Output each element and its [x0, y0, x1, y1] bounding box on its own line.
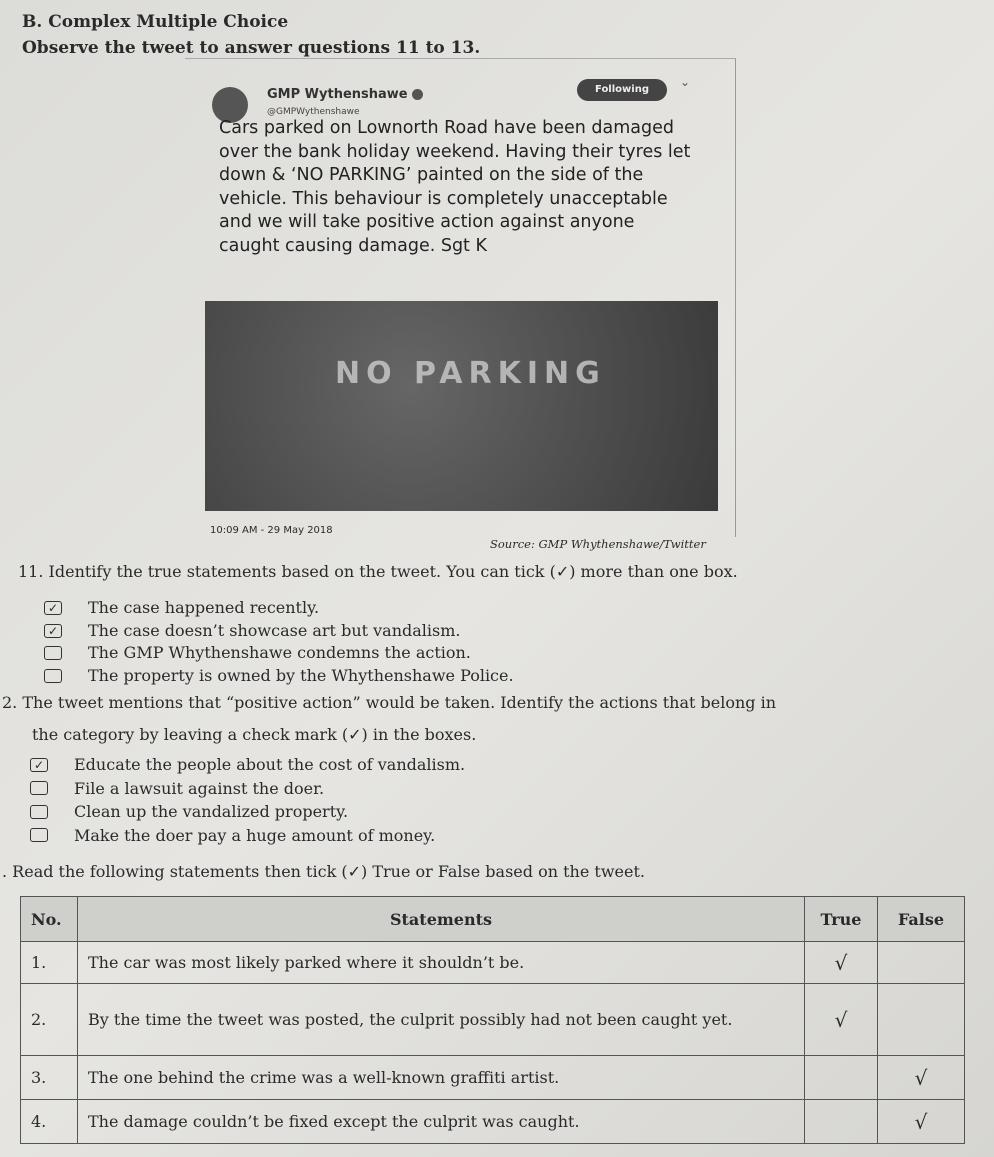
q12-option [30, 824, 465, 848]
checkbox[interactable] [30, 828, 48, 842]
following-button[interactable]: Following [577, 79, 667, 101]
option-label: The case doesn’t showcase art but vandalism. [88, 620, 461, 640]
q11-option [44, 620, 514, 643]
true-cell[interactable]: √ [805, 942, 878, 984]
q12-options [30, 753, 465, 847]
tweet-image [205, 301, 718, 511]
checkbox[interactable]: ✓ [44, 601, 62, 615]
q11-question: 11. Identify the true statements based on the tweet. You can tick (✓) more than one box. [18, 562, 738, 581]
checkbox[interactable]: ✓ [30, 758, 48, 772]
tweet-text: Cars parked on Lownorth Road have been damaged over the bank holiday weekend. Having their tyres let down & ‘NO PARKING’ painted on the side of the vehicle. This behaviour is completely unacceptable and we will take positive action against anyone caught causing damage. Sgt K [219, 118, 691, 256]
checkbox[interactable] [30, 805, 48, 819]
true-false-table [20, 896, 965, 1144]
option-label: Educate the people about the cost of vandalism. [74, 755, 466, 774]
option-label: File a lawsuit against the doer. [74, 778, 325, 798]
q12-option [30, 753, 465, 777]
tweet-author [267, 87, 423, 102]
checkbox[interactable]: ✓ [44, 624, 62, 638]
row-no: 1. [21, 942, 78, 984]
q12-question-line1: 2. The tweet mentions that “positive action” would be taken. Identify the actions that belong in [2, 693, 777, 712]
row-no: 3. [21, 1056, 78, 1100]
q12-option [30, 800, 465, 824]
row-statement: The damage couldn’t be fixed except the culprit was caught. [78, 1100, 805, 1144]
table-row [21, 984, 965, 1056]
option-label: The property is owned by the Whythenshawe Police. [88, 665, 514, 685]
verified-icon [412, 89, 423, 100]
checkbox[interactable] [44, 646, 62, 660]
checkbox[interactable] [44, 669, 62, 683]
option-label: Make the doer pay a huge amount of money. [74, 825, 436, 845]
source-caption: Source: GMP Whythenshawe/Twitter [490, 537, 706, 551]
section-title: B. Complex Multiple Choice [22, 12, 289, 32]
header-no: No. [21, 897, 78, 942]
header-true: True [805, 897, 878, 942]
tweet-timestamp: 10:09 AM - 29 May 2018 [210, 525, 333, 536]
q13-question: . Read the following statements then tick (✓) True or False based on the tweet. [2, 862, 645, 881]
option-label: The GMP Whythenshawe condemns the action. [88, 643, 471, 662]
table-header [21, 897, 965, 942]
q12-option [30, 777, 465, 801]
false-cell[interactable] [878, 984, 965, 1056]
false-cell[interactable]: √ [878, 1100, 965, 1144]
table-row [21, 942, 965, 984]
q11-option [44, 642, 514, 665]
true-cell[interactable]: √ [805, 984, 878, 1056]
row-statement: The one behind the crime was a well-known graffiti artist. [78, 1056, 805, 1100]
row-no: 2. [21, 984, 78, 1056]
chevron-down-icon[interactable]: ⌄ [680, 75, 691, 89]
row-statement: The car was most likely parked where it shouldn’t be. [78, 942, 805, 984]
tweet-card [185, 58, 736, 537]
option-label: Clean up the vandalized property. [74, 802, 349, 821]
true-cell[interactable] [805, 1100, 878, 1144]
header-statements: Statements [78, 897, 805, 942]
instruction: Observe the tweet to answer questions 11 to 13. [22, 38, 481, 58]
checkbox[interactable] [30, 781, 48, 795]
table-row [21, 1100, 965, 1144]
true-cell[interactable] [805, 1056, 878, 1100]
header-false: False [878, 897, 965, 942]
table-row [21, 1056, 965, 1100]
q11-option [44, 665, 514, 688]
row-statement: By the time the tweet was posted, the culprit possibly had not been caught yet. [78, 984, 805, 1056]
false-cell[interactable] [878, 942, 965, 984]
q12-question-line2: the category by leaving a check mark (✓) in the boxes. [32, 725, 477, 744]
graffiti-text: NO PARKING [335, 356, 606, 391]
tweet-handle: @GMPWythenshawe [267, 107, 360, 117]
false-cell[interactable]: √ [878, 1056, 965, 1100]
author-name: GMP Wythenshawe [267, 87, 408, 102]
q11-options [44, 597, 514, 687]
q11-option [44, 597, 514, 620]
row-no: 4. [21, 1100, 78, 1144]
option-label: The case happened recently. [88, 598, 320, 617]
